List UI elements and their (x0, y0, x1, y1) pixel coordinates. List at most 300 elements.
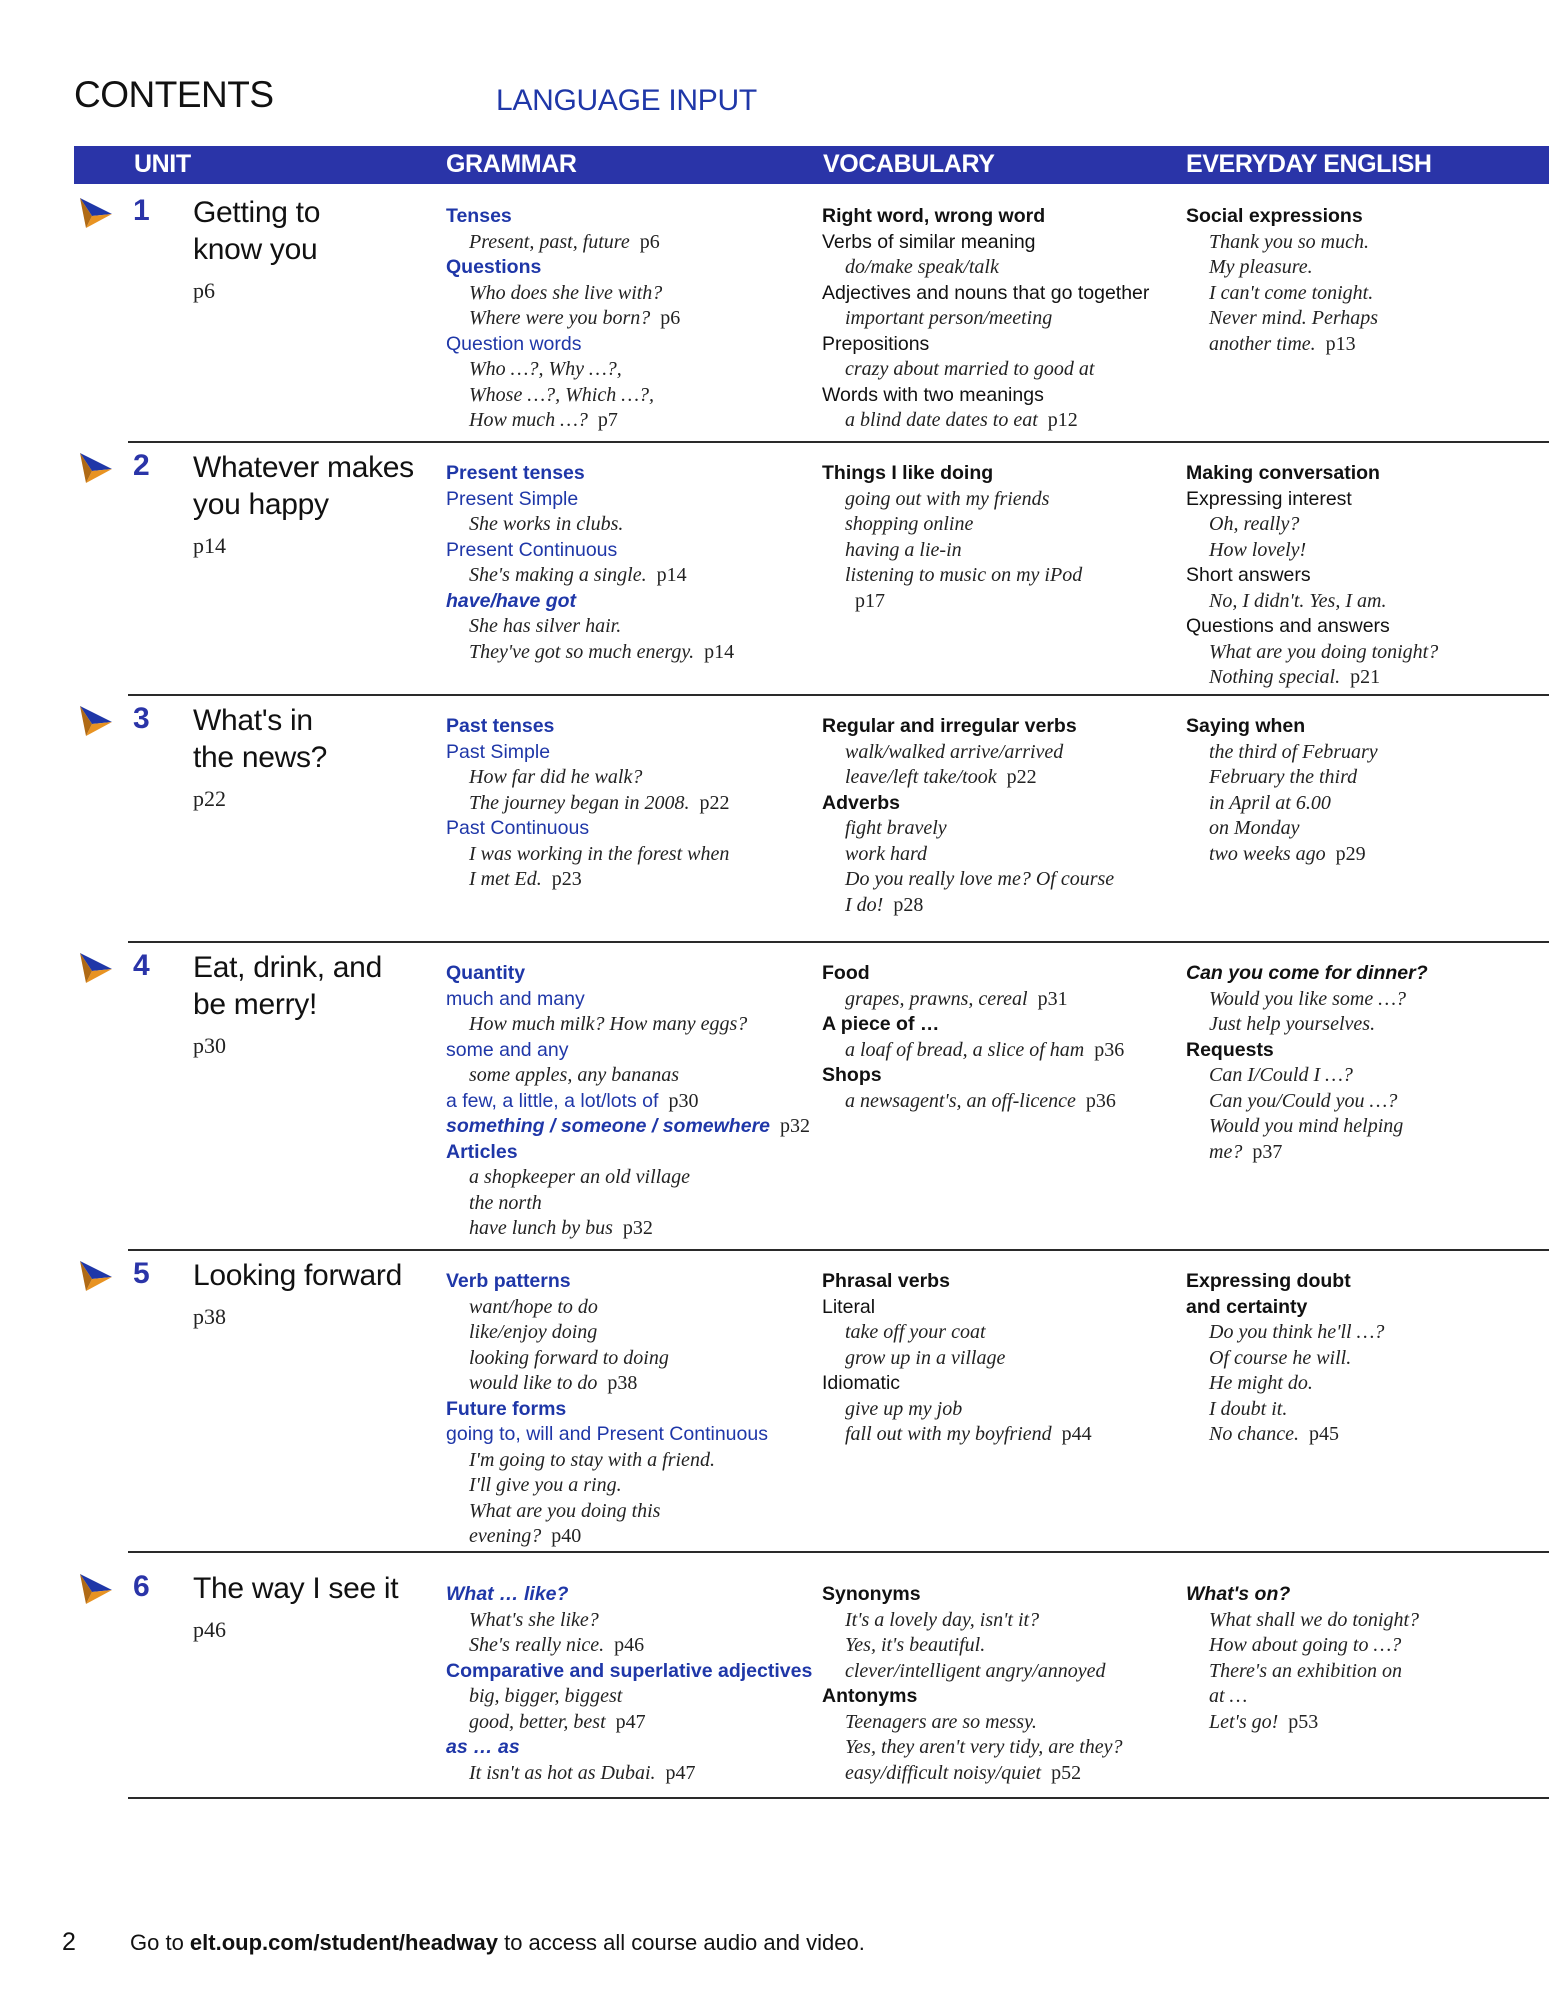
everyday-text: No, I didn't. Yes, I am. (1209, 589, 1387, 612)
grammar-line (446, 1295, 768, 1321)
page-ref: p22 (699, 791, 730, 814)
grammar-text: Future forms (446, 1397, 567, 1420)
vocabulary-line (822, 383, 1149, 409)
vocabulary-text: do/make speak/talk (845, 256, 999, 278)
page-ref: p17 (855, 589, 885, 612)
vocabulary-text: Shops (822, 1064, 882, 1086)
everyday-line (1186, 1422, 1384, 1448)
everyday-column (1186, 204, 1378, 357)
everyday-text: Can you come for dinner? (1186, 962, 1428, 984)
page-ref: p22 (1006, 766, 1037, 788)
vocabulary-line (822, 408, 1149, 434)
everyday-text: He might do. (1209, 1372, 1313, 1394)
vocabulary-text: Yes, they aren't very tidy, are they? (845, 1736, 1123, 1758)
unit-page: p22 (193, 786, 226, 811)
grammar-line (446, 1422, 768, 1448)
everyday-line (1186, 1608, 1419, 1634)
everyday-text: two weeks ago (1209, 842, 1326, 865)
grammar-text: Who does she live with? (469, 281, 663, 304)
vocabulary-text: fall out with my boyfriend (845, 1423, 1052, 1445)
grammar-column (446, 714, 730, 893)
grammar-text: as … as (446, 1736, 520, 1758)
everyday-line (1186, 1346, 1384, 1372)
vocabulary-line (822, 1608, 1123, 1634)
unit-number: 4 (133, 949, 150, 982)
vocabulary-line (822, 1269, 1092, 1295)
vocabulary-line (822, 1346, 1092, 1372)
vocabulary-line (822, 1397, 1092, 1423)
grammar-text: looking forward to doing (469, 1346, 669, 1369)
vocabulary-line (822, 589, 1082, 615)
everyday-text: My pleasure. (1209, 256, 1313, 278)
everyday-column (1186, 714, 1378, 867)
everyday-text: Oh, really? (1209, 513, 1300, 535)
grammar-text: Tenses (446, 205, 512, 227)
grammar-text: How much …? (469, 409, 588, 431)
unit-arrow-icon (78, 1257, 116, 1295)
grammar-text: Who …?, Why …?, (469, 358, 622, 380)
grammar-line (446, 1397, 768, 1423)
vocabulary-line (822, 867, 1114, 893)
vocabulary-line (822, 1761, 1123, 1787)
grammar-line (446, 306, 680, 332)
vocabulary-text: easy/difficult noisy/quiet (845, 1761, 1042, 1784)
vocabulary-line (822, 1684, 1123, 1710)
everyday-text: Can I/Could I …? (1209, 1064, 1353, 1086)
vocabulary-line (822, 1633, 1123, 1659)
footer-text-after: to access all course audio and video. (497, 1930, 865, 1955)
grammar-text: They've got so much energy. (469, 640, 695, 663)
grammar-text: She's really nice. (469, 1634, 605, 1656)
vocabulary-text: fight bravely (845, 817, 947, 839)
grammar-text: going to, will and Present Continuous (446, 1423, 768, 1445)
vocabulary-text: going out with my friends (845, 487, 1050, 510)
vocabulary-text: work hard (845, 842, 928, 865)
grammar-text: something / someone / somewhere (446, 1115, 770, 1137)
vocabulary-line (822, 1320, 1092, 1346)
vocabulary-line (822, 1710, 1123, 1736)
grammar-text: some and any (446, 1038, 569, 1061)
vocabulary-line (822, 1422, 1092, 1448)
vocabulary-line (822, 1582, 1123, 1608)
grammar-column (446, 461, 734, 665)
grammar-text: have/have got (446, 589, 577, 612)
unit-title-line: know you (193, 233, 318, 266)
grammar-line (446, 461, 734, 487)
everyday-text: Expressing interest (1186, 487, 1352, 510)
page-ref: p12 (1047, 409, 1078, 431)
everyday-text: Requests (1186, 1038, 1274, 1061)
vocabulary-line (822, 1295, 1092, 1321)
vocabulary-text: grow up in a village (845, 1346, 1006, 1369)
unit-page: p14 (193, 533, 226, 558)
grammar-line (446, 1269, 768, 1295)
everyday-line (1186, 1684, 1419, 1710)
grammar-line (446, 1165, 810, 1191)
everyday-column (1186, 1582, 1419, 1735)
everyday-line (1186, 1710, 1419, 1736)
vocabulary-line (822, 487, 1082, 513)
page-ref: p36 (1085, 1089, 1116, 1112)
vocabulary-text: leave/left take/took (845, 766, 997, 788)
page-ref: p47 (665, 1761, 696, 1784)
everyday-line (1186, 1114, 1428, 1140)
unit-arrow-icon (78, 449, 116, 487)
everyday-line (1186, 512, 1438, 538)
everyday-line (1186, 230, 1378, 256)
grammar-line (446, 816, 730, 842)
unit-title-line: Eat, drink, and (193, 951, 382, 984)
everyday-line (1186, 1063, 1428, 1089)
everyday-text: I can't come tonight. (1209, 281, 1374, 304)
grammar-text: Present Continuous (446, 538, 618, 561)
vocabulary-line (822, 740, 1114, 766)
everyday-text: Saying when (1186, 715, 1306, 737)
unit-title-line: Whatever makes (193, 451, 414, 484)
grammar-text: Articles (446, 1140, 518, 1163)
grammar-column (446, 1269, 768, 1550)
everyday-column (1186, 461, 1438, 691)
vocabulary-text: Synonyms (822, 1583, 921, 1605)
vocabulary-text: listening to music on my iPod (845, 564, 1083, 586)
grammar-line (446, 204, 680, 230)
grammar-text: Whose …?, Which …?, (469, 383, 654, 406)
everyday-line (1186, 332, 1378, 358)
everyday-text: on Monday (1209, 817, 1300, 839)
everyday-text: Making conversation (1186, 462, 1380, 484)
unit-title (193, 1570, 423, 1607)
everyday-text: at … (1209, 1685, 1248, 1707)
page-ref: p21 (1350, 666, 1381, 688)
grammar-line (446, 1191, 810, 1217)
everyday-line (1186, 640, 1438, 666)
grammar-column (446, 961, 810, 1242)
everyday-line (1186, 1038, 1428, 1064)
grammar-line (446, 1761, 812, 1787)
vocabulary-line (822, 987, 1124, 1013)
vocabulary-line (822, 461, 1082, 487)
grammar-line (446, 740, 730, 766)
unit-title (193, 949, 423, 1023)
header-vocabulary: VOCABULARY (823, 150, 995, 178)
everyday-line (1186, 1371, 1384, 1397)
grammar-line (446, 1448, 768, 1474)
unit-divider (128, 441, 1549, 443)
everyday-text: me? (1209, 1140, 1243, 1163)
everyday-text: and certainty (1186, 1295, 1308, 1318)
everyday-text: What are you doing tonight? (1209, 640, 1439, 663)
grammar-text: What … like? (446, 1583, 569, 1605)
page-ref: p37 (1252, 1140, 1283, 1163)
vocabulary-text: Prepositions (822, 332, 930, 355)
everyday-line (1186, 842, 1378, 868)
grammar-text: some apples, any bananas (469, 1064, 679, 1086)
everyday-line (1186, 816, 1378, 842)
everyday-text: Would you mind helping (1209, 1115, 1404, 1137)
grammar-line (446, 332, 680, 358)
page-ref: p38 (607, 1372, 638, 1394)
grammar-line (446, 1114, 810, 1140)
everyday-text: How lovely! (1209, 538, 1307, 561)
vocabulary-column (822, 461, 1082, 614)
grammar-text: good, better, best (469, 1710, 606, 1733)
grammar-line (446, 408, 680, 434)
page-ref: p32 (780, 1115, 810, 1137)
vocabulary-text: important person/meeting (845, 307, 1053, 329)
grammar-line (446, 1499, 768, 1525)
grammar-text: Past tenses (446, 715, 555, 737)
grammar-text: How far did he walk? (469, 766, 643, 788)
grammar-line (446, 1710, 812, 1736)
unit-page: p38 (193, 1304, 226, 1329)
vocabulary-text: Idiomatic (822, 1372, 901, 1394)
unit-title-line: What's in (193, 704, 313, 737)
unit-number: 2 (133, 449, 150, 482)
everyday-line (1186, 1140, 1428, 1166)
page-ref: p52 (1051, 1761, 1082, 1784)
vocabulary-text: crazy about married to good at (845, 358, 1095, 380)
unit-divider (128, 1249, 1549, 1251)
grammar-line (446, 512, 734, 538)
grammar-text: big, bigger, biggest (469, 1685, 623, 1707)
vocabulary-line (822, 1038, 1124, 1064)
grammar-line (446, 281, 680, 307)
everyday-line (1186, 255, 1378, 281)
everyday-text: Short answers (1186, 564, 1311, 586)
grammar-line (446, 765, 730, 791)
page-ref: p29 (1335, 842, 1366, 865)
vocabulary-text: Things I like doing (822, 462, 994, 484)
grammar-line (446, 1659, 812, 1685)
grammar-line (446, 1582, 812, 1608)
vocabulary-column (822, 714, 1114, 918)
vocabulary-line (822, 961, 1124, 987)
vocabulary-text: having a lie-in (845, 538, 962, 561)
vocabulary-line (822, 1012, 1124, 1038)
page-ref: p44 (1061, 1423, 1092, 1445)
grammar-text: I was working in the forest when (469, 842, 730, 865)
everyday-text: Would you like some …? (1209, 987, 1407, 1010)
vocabulary-line (822, 332, 1149, 358)
everyday-line (1186, 538, 1438, 564)
vocabulary-text: Do you really love me? Of course (845, 868, 1115, 890)
grammar-line (446, 1371, 768, 1397)
unit-divider (128, 1797, 1549, 1799)
everyday-line (1186, 1582, 1419, 1608)
grammar-line (446, 867, 730, 893)
grammar-text: Present, past, future (469, 230, 630, 253)
grammar-line (446, 487, 734, 513)
everyday-text: What shall we do tonight? (1209, 1608, 1419, 1631)
grammar-text: Questions (446, 256, 542, 278)
vocabulary-column (822, 204, 1149, 434)
everyday-line (1186, 461, 1438, 487)
grammar-text: the north (469, 1191, 542, 1214)
grammar-text: I'm going to stay with a friend. (469, 1448, 715, 1471)
vocabulary-line (822, 357, 1149, 383)
everyday-text: There's an exhibition on (1209, 1659, 1402, 1682)
grammar-text: Verb patterns (446, 1270, 571, 1292)
footer-link[interactable]: elt.oup.com/student/headway (189, 1930, 498, 1955)
grammar-text: Present Simple (446, 487, 579, 510)
vocabulary-text: Words with two meanings (822, 383, 1044, 406)
vocabulary-line (822, 281, 1149, 307)
footer-note (130, 1930, 865, 1956)
everyday-line (1186, 765, 1378, 791)
header-bar (74, 146, 1549, 184)
page-ref: p13 (1325, 332, 1356, 355)
header-grammar: GRAMMAR (446, 150, 577, 178)
page-ref: p28 (893, 893, 924, 916)
everyday-text: Do you think he'll …? (1209, 1321, 1385, 1343)
page-ref: p31 (1037, 987, 1068, 1010)
everyday-text: Never mind. Perhaps (1209, 307, 1379, 329)
vocabulary-text: grapes, prawns, cereal (845, 987, 1028, 1010)
vocabulary-line (822, 893, 1114, 919)
everyday-text: Can you/Could you …? (1209, 1089, 1398, 1112)
unit-title-line: you happy (193, 488, 329, 521)
grammar-text: a few, a little, a lot/lots of (446, 1089, 659, 1112)
grammar-text: How much milk? How many eggs? (469, 1013, 748, 1035)
vocabulary-line (822, 1659, 1123, 1685)
grammar-text: Where were you born? (469, 307, 651, 329)
vocabulary-text: shopping online (845, 513, 974, 535)
page-ref: p46 (614, 1634, 645, 1656)
vocabulary-text: Right word, wrong word (822, 205, 1046, 227)
unit-title (193, 702, 423, 776)
everyday-line (1186, 1089, 1428, 1115)
grammar-line (446, 791, 730, 817)
grammar-text: What are you doing this (469, 1499, 661, 1522)
contents-title: CONTENTS (74, 74, 274, 115)
everyday-line (1186, 614, 1438, 640)
grammar-line (446, 1473, 768, 1499)
everyday-line (1186, 961, 1428, 987)
unit-title-line: be merry! (193, 988, 317, 1021)
page-ref: p45 (1308, 1423, 1339, 1445)
grammar-line (446, 1063, 810, 1089)
everyday-text: Questions and answers (1186, 615, 1390, 637)
unit-page: p30 (193, 1033, 226, 1058)
grammar-line (446, 1320, 768, 1346)
page-ref: p7 (597, 409, 618, 431)
grammar-line (446, 357, 680, 383)
vocabulary-text: Food (822, 962, 870, 984)
vocabulary-text: Teenagers are so messy. (845, 1710, 1037, 1733)
unit-title (193, 1257, 423, 1294)
grammar-text: Quantity (446, 962, 526, 984)
grammar-line (446, 1633, 812, 1659)
grammar-text: would like to do (469, 1372, 598, 1394)
page-ref: p32 (622, 1217, 653, 1239)
unit-arrow-icon (78, 194, 116, 232)
grammar-line (446, 1038, 810, 1064)
everyday-line (1186, 1397, 1384, 1423)
grammar-column (446, 1582, 812, 1786)
everyday-line (1186, 1295, 1384, 1321)
unit-number: 6 (133, 1570, 150, 1603)
vocabulary-text: Adverbs (822, 791, 901, 814)
everyday-line (1186, 306, 1378, 332)
grammar-line (446, 1684, 812, 1710)
grammar-line (446, 961, 810, 987)
vocabulary-line (822, 563, 1082, 589)
grammar-line (446, 383, 680, 409)
unit-title-line: the news? (193, 741, 328, 774)
grammar-line (446, 589, 734, 615)
grammar-text: Past Simple (446, 740, 551, 763)
vocabulary-text: a blind date dates to eat (845, 409, 1038, 431)
everyday-text: No chance. (1209, 1423, 1299, 1445)
everyday-line (1186, 589, 1438, 615)
vocabulary-column (822, 1582, 1123, 1786)
vocabulary-line (822, 714, 1114, 740)
header-unit: UNIT (134, 150, 191, 178)
everyday-line (1186, 791, 1378, 817)
everyday-line (1186, 204, 1378, 230)
grammar-line (446, 640, 734, 666)
vocabulary-text: a newsagent's, an off-licence (845, 1089, 1076, 1112)
everyday-line (1186, 1320, 1384, 1346)
grammar-text: Comparative and superlative adjectives (446, 1659, 813, 1682)
unit-title (193, 449, 423, 523)
grammar-line (446, 563, 734, 589)
vocabulary-line (822, 512, 1082, 538)
vocabulary-text: Literal (822, 1295, 876, 1318)
grammar-text: What's she like? (469, 1608, 599, 1631)
everyday-line (1186, 1659, 1419, 1685)
page-ref: p14 (656, 564, 687, 586)
everyday-line (1186, 1633, 1419, 1659)
vocabulary-text: It's a lovely day, isn't it? (845, 1608, 1040, 1631)
everyday-text: How about going to …? (1209, 1634, 1402, 1656)
page-ref: p36 (1094, 1038, 1125, 1061)
unit-number: 1 (133, 194, 150, 227)
grammar-text: have lunch by bus (469, 1217, 613, 1239)
vocabulary-text: a loaf of bread, a slice of ham (845, 1038, 1085, 1061)
vocabulary-text: walk/walked arrive/arrived (845, 740, 1064, 763)
unit-title-line: The way I see it (193, 1572, 399, 1605)
grammar-line (446, 614, 734, 640)
language-input-heading: LANGUAGE INPUT (496, 84, 757, 117)
vocabulary-text: Regular and irregular verbs (822, 715, 1077, 737)
grammar-text: I'll give you a ring. (469, 1474, 622, 1496)
grammar-line (446, 255, 680, 281)
vocabulary-column (822, 1269, 1092, 1448)
vocabulary-text: Yes, it's beautiful. (845, 1634, 986, 1656)
footer-text-before: Go to (130, 1930, 190, 1955)
vocabulary-line (822, 816, 1114, 842)
everyday-line (1186, 1012, 1428, 1038)
grammar-line (446, 230, 680, 256)
page-ref: p40 (551, 1525, 582, 1547)
vocabulary-text: Adjectives and nouns that go together (822, 281, 1150, 304)
header-everyday-english: EVERYDAY ENGLISH (1186, 150, 1432, 178)
everyday-line (1186, 740, 1378, 766)
vocabulary-line (822, 765, 1114, 791)
everyday-text: Social expressions (1186, 205, 1363, 227)
grammar-text: It isn't as hot as Dubai. (469, 1761, 656, 1784)
unit-title (193, 194, 423, 268)
grammar-column (446, 204, 680, 434)
everyday-line (1186, 487, 1438, 513)
everyday-text: Of course he will. (1209, 1346, 1352, 1369)
grammar-line (446, 1012, 810, 1038)
everyday-text: Thank you so much. (1209, 230, 1369, 253)
vocabulary-line (822, 538, 1082, 564)
grammar-line (446, 1216, 810, 1242)
unit-number: 5 (133, 1257, 150, 1290)
